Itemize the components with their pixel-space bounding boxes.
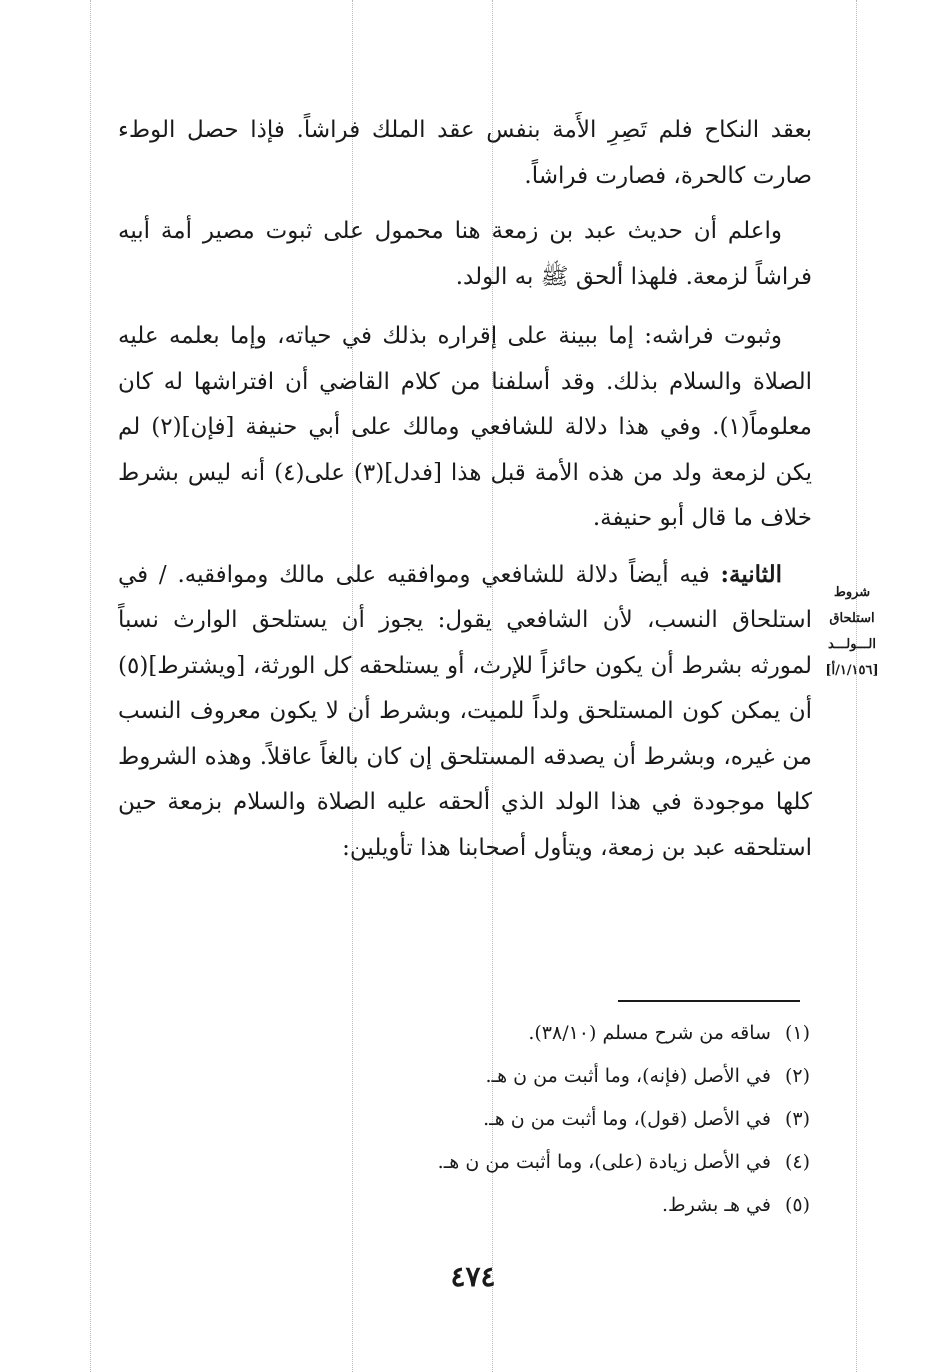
paragraph: واعلم أن حديث عبد بن زمعة هنا محمول على ثبوت مصير أمة أبيه فراشاً لزمعة. فلهذا ألحق ﷺ به الولد. (118, 218, 812, 290)
footnote-text: في الأصل (قول)، وما أثبت من ن هـ. (483, 1108, 771, 1130)
page-number: ٤٧٤ (450, 1260, 496, 1293)
paragraph: وثبوت فراشه: إما ببينة على إقراره بذلك في حياته، وإما بعلمه عليه الصلاة والسلام بذلك. وقد أسلفنا من كلام القاضي أن افتراشها له كان معلوماً(١). وفي هذا دلالة للشافعي ومالك على أبي حنيفة [فإن](٢) لم يكن لزمعة ولد من هذه الأمة قبل هذا [فدل](٣) على(٤) أنه ليس بشرط خلاف ما قال أبو حنيفة. (118, 323, 812, 531)
footnote-separator (618, 1000, 800, 1002)
paragraph-text: فيه أيضاً دلالة للشافعي وموافقيه على مالك وموافقيه. / في استلحاق النسب، لأن الشافعي يقول: يجوز أن يستلحق الوارث نسباً لمورثه بشرط أن يكون حائزاً للإرث، أو يستلحقه كل الورثة، [ويشترط](٥) أن يمكن كون المستلحق ولداً للميت، وبشرط أن لا يكون معروف النسب من غيره، وبشرط أن يصدقه المستلحق إن كان بالغاً عاقلاً. وهذه الشروط كلها موجودة في هذا الولد الذي ألحقه عليه الصلاة والسلام بزمعة حين استلحقه عبد بن زمعة، ويتأول أصحابنا هذا تأويلين: (118, 561, 812, 861)
footnote (300, 1055, 810, 1098)
footnote-text: في هـ بشرط. (662, 1194, 771, 1216)
footnote-number: (٤) (784, 1151, 810, 1173)
footnote (300, 1184, 810, 1227)
footnote-number: (٣) (784, 1108, 810, 1130)
paragraph: بعقد النكاح فلم تَصِرِ الأَمة بنفس عقد الملك فراشاً. فإذا حصل الوطء صارت كالحرة، فصارت فراشاً. (118, 117, 812, 189)
footnote-text: في الأصل زيادة (على)، وما أثبت من ن هـ. (437, 1151, 771, 1173)
footnote-number: (٥) (784, 1194, 810, 1216)
footnote (300, 1141, 810, 1184)
guide-line (856, 0, 857, 1372)
footnote-text: ساقه من شرح مسلم (٣٨/١٠). (528, 1022, 771, 1044)
margin-note-line: [١/١٥٦/أ] (825, 663, 879, 678)
margin-note-line: الـــولـــد (828, 637, 876, 652)
section-lead: الثانية: (720, 560, 783, 588)
guide-line (90, 0, 91, 1372)
margin-note (812, 580, 892, 684)
main-text (118, 108, 812, 871)
paragraph (118, 552, 812, 872)
footnote-text: في الأصل (فإنه)، وما أثبت من ن هـ. (485, 1065, 771, 1087)
footnote-number: (٢) (784, 1065, 810, 1087)
footnote-number: (١) (784, 1022, 810, 1044)
footnote (300, 1098, 810, 1141)
footnotes (300, 1012, 810, 1227)
footnote (300, 1012, 810, 1055)
margin-note-line: شروط استلحاق (829, 585, 875, 626)
